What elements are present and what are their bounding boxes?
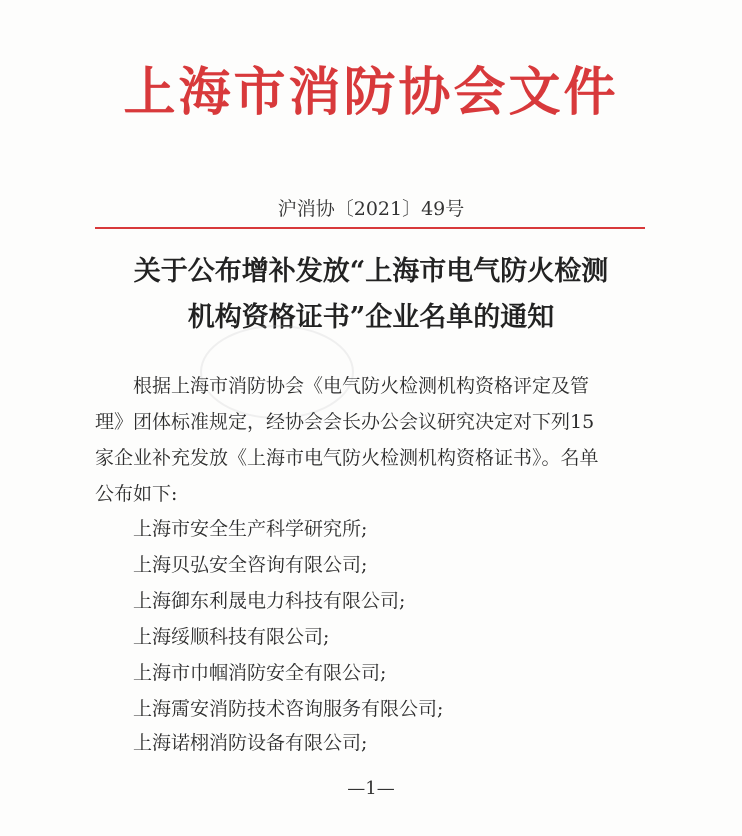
notice-title-line-1: 关于公布增补发放“上海市电气防火检测 [133, 256, 609, 287]
notice-title-line-2: 机构资格证书”企业名单的通知 [187, 302, 555, 333]
page-number: —1— [347, 778, 395, 799]
body-paragraph-line-4: 公布如下: [95, 483, 178, 505]
body-paragraph-line-2: 理》团体标准规定，经协会会长办公会议研究决定对下列15 [95, 411, 595, 433]
header-red-divider [95, 227, 645, 229]
company-list-item: 上海市安全生产科学研究所; [133, 518, 368, 540]
document-header-title: 上海市消防协会文件 [123, 62, 619, 123]
company-list-item: 上海贝弘安全咨询有限公司; [133, 554, 368, 576]
body-paragraph-line-3: 家企业补充发放《上海市电气防火检测机构资格证书》。名单 [95, 447, 599, 469]
company-list-item: 上海绥顺科技有限公司; [133, 626, 330, 648]
company-list-item: 上海诺栩消防设备有限公司; [133, 732, 368, 754]
faint-seal-stamp [200, 325, 354, 419]
document-number: 沪消协〔2021〕49号 [277, 198, 465, 220]
company-list-item: 上海霌安消防技术咨询服务有限公司; [133, 698, 444, 720]
company-list-item: 上海市巾帼消防安全有限公司; [133, 662, 387, 684]
company-list-item: 上海御东利晟电力科技有限公司; [133, 590, 406, 612]
body-paragraph-line-1: 根据上海市消防协会《电气防火检测机构资格评定及管 [133, 375, 590, 397]
